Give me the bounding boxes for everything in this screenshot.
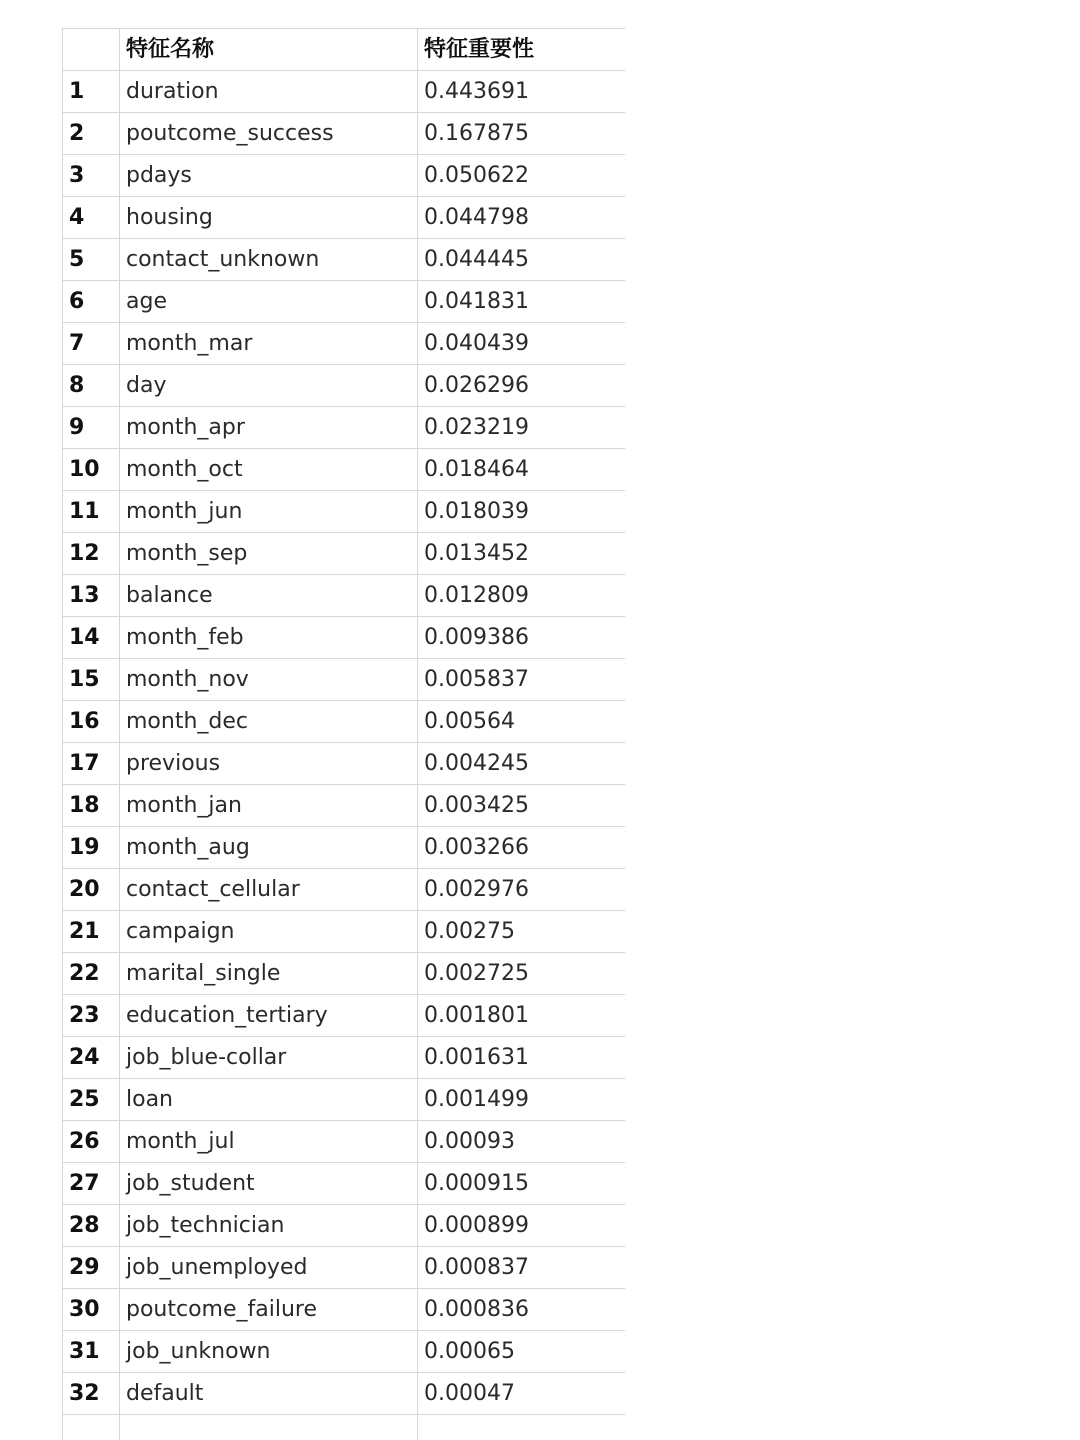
row-index: 23 — [63, 995, 120, 1037]
table-row — [63, 71, 626, 113]
feature-name-cell: contact_unknown — [120, 239, 418, 281]
feature-importance-cell: 0.001801 — [418, 995, 626, 1037]
row-index: 27 — [63, 1163, 120, 1205]
row-index: 17 — [63, 743, 120, 785]
feature-name-cell: month_mar — [120, 323, 418, 365]
table-row — [63, 1373, 626, 1415]
feature-importance-cell: 0.000837 — [418, 1247, 626, 1289]
row-index: 19 — [63, 827, 120, 869]
row-index: 10 — [63, 449, 120, 491]
feature-importance-cell: 0.040439 — [418, 323, 626, 365]
feature-name-cell: age — [120, 281, 418, 323]
feature-name-cell: job_student — [120, 1163, 418, 1205]
row-index: 6 — [63, 281, 120, 323]
table-row — [63, 281, 626, 323]
feature-importance-cell: 0.443691 — [418, 71, 626, 113]
row-index: 15 — [63, 659, 120, 701]
row-index: 21 — [63, 911, 120, 953]
feature-name-cell: month_nov — [120, 659, 418, 701]
feature-name-cell: month_jan — [120, 785, 418, 827]
feature-importance-cell: 0.009386 — [418, 617, 626, 659]
row-index: 24 — [63, 1037, 120, 1079]
feature-name-cell: default — [120, 1373, 418, 1415]
feature-name-cell: housing — [120, 197, 418, 239]
feature-importance-table — [62, 28, 625, 1440]
feature-name-cell: marital_single — [120, 953, 418, 995]
feature-name-cell: job_unemployed — [120, 1247, 418, 1289]
table-row — [63, 1205, 626, 1247]
feature-importance-cell: 0.002725 — [418, 953, 626, 995]
feature-importance-cell: 0.167875 — [418, 113, 626, 155]
row-index: 14 — [63, 617, 120, 659]
feature-name-cell: month_aug — [120, 827, 418, 869]
feature-importance-cell — [418, 1415, 626, 1440]
row-index: 3 — [63, 155, 120, 197]
row-index: 13 — [63, 575, 120, 617]
table-row — [63, 197, 626, 239]
row-index: 7 — [63, 323, 120, 365]
table-row — [63, 1163, 626, 1205]
table-row — [63, 1121, 626, 1163]
feature-importance-cell: 0.044445 — [418, 239, 626, 281]
feature-importance-cell: 0.003266 — [418, 827, 626, 869]
row-index: 11 — [63, 491, 120, 533]
table-row — [63, 1247, 626, 1289]
feature-name-cell: month_dec — [120, 701, 418, 743]
feature-name-cell: job_unknown — [120, 1331, 418, 1373]
table-row — [63, 659, 626, 701]
feature-name-cell — [120, 1415, 418, 1440]
table-row — [63, 491, 626, 533]
feature-name-cell: month_apr — [120, 407, 418, 449]
table-row — [63, 1415, 626, 1440]
table-row — [63, 701, 626, 743]
feature-name-cell: month_feb — [120, 617, 418, 659]
table-row — [63, 1289, 626, 1331]
table-row — [63, 533, 626, 575]
row-index: 29 — [63, 1247, 120, 1289]
row-index: 9 — [63, 407, 120, 449]
feature-importance-cell: 0.041831 — [418, 281, 626, 323]
feature-importance-cell: 0.013452 — [418, 533, 626, 575]
feature-name-cell: campaign — [120, 911, 418, 953]
feature-name-cell: pdays — [120, 155, 418, 197]
table-row — [63, 155, 626, 197]
feature-importance-cell: 0.00564 — [418, 701, 626, 743]
table-row — [63, 407, 626, 449]
row-index: 26 — [63, 1121, 120, 1163]
feature-importance-cell: 0.00047 — [418, 1373, 626, 1415]
table-row — [63, 743, 626, 785]
feature-name-cell: month_oct — [120, 449, 418, 491]
table-row — [63, 827, 626, 869]
table-row — [63, 323, 626, 365]
table-row — [63, 575, 626, 617]
row-index: 30 — [63, 1289, 120, 1331]
row-index: 8 — [63, 365, 120, 407]
row-index: 4 — [63, 197, 120, 239]
row-index: 32 — [63, 1373, 120, 1415]
feature-importance-cell: 0.000899 — [418, 1205, 626, 1247]
feature-name-cell: duration — [120, 71, 418, 113]
table-row — [63, 113, 626, 155]
feature-importance-cell: 0.000915 — [418, 1163, 626, 1205]
table-row — [63, 869, 626, 911]
feature-name-cell: contact_cellular — [120, 869, 418, 911]
table-row — [63, 239, 626, 281]
row-index: 12 — [63, 533, 120, 575]
row-index: 2 — [63, 113, 120, 155]
table-row — [63, 785, 626, 827]
feature-name-cell: job_blue-collar — [120, 1037, 418, 1079]
feature-importance-cell: 0.044798 — [418, 197, 626, 239]
feature-importance-cell: 0.00275 — [418, 911, 626, 953]
feature-importance-cell: 0.001631 — [418, 1037, 626, 1079]
row-index: 5 — [63, 239, 120, 281]
feature-name-cell: poutcome_success — [120, 113, 418, 155]
feature-importance-cell: 0.005837 — [418, 659, 626, 701]
table-header-row — [63, 29, 626, 71]
feature-importance-cell: 0.018039 — [418, 491, 626, 533]
row-index: 1 — [63, 71, 120, 113]
feature-importance-cell: 0.012809 — [418, 575, 626, 617]
feature-importance-cell: 0.000836 — [418, 1289, 626, 1331]
feature-name-cell: month_jun — [120, 491, 418, 533]
feature-name-cell: balance — [120, 575, 418, 617]
table-row — [63, 449, 626, 491]
table-row — [63, 1079, 626, 1121]
table-row — [63, 617, 626, 659]
feature-name-cell: job_technician — [120, 1205, 418, 1247]
feature-name-cell: day — [120, 365, 418, 407]
table-row — [63, 995, 626, 1037]
feature-importance-cell: 0.003425 — [418, 785, 626, 827]
header-feature-importance: 特征重要性 — [418, 29, 626, 71]
row-index: 22 — [63, 953, 120, 995]
feature-importance-cell: 0.00093 — [418, 1121, 626, 1163]
feature-importance-cell: 0.002976 — [418, 869, 626, 911]
feature-importance-cell: 0.050622 — [418, 155, 626, 197]
feature-name-cell: poutcome_failure — [120, 1289, 418, 1331]
table-row — [63, 911, 626, 953]
feature-name-cell: month_sep — [120, 533, 418, 575]
row-index: 18 — [63, 785, 120, 827]
table-row — [63, 365, 626, 407]
feature-importance-table-container — [62, 28, 625, 1440]
row-index — [63, 1415, 120, 1440]
table-row — [63, 953, 626, 995]
row-index: 16 — [63, 701, 120, 743]
feature-importance-cell: 0.00065 — [418, 1331, 626, 1373]
feature-name-cell: previous — [120, 743, 418, 785]
table-body — [63, 71, 626, 1440]
feature-name-cell: education_tertiary — [120, 995, 418, 1037]
header-feature-name: 特征名称 — [120, 29, 418, 71]
row-index: 31 — [63, 1331, 120, 1373]
row-index: 25 — [63, 1079, 120, 1121]
table-row — [63, 1037, 626, 1079]
feature-name-cell: month_jul — [120, 1121, 418, 1163]
feature-importance-cell: 0.004245 — [418, 743, 626, 785]
feature-importance-cell: 0.001499 — [418, 1079, 626, 1121]
feature-importance-cell: 0.023219 — [418, 407, 626, 449]
row-index: 20 — [63, 869, 120, 911]
row-index: 28 — [63, 1205, 120, 1247]
feature-importance-cell: 0.018464 — [418, 449, 626, 491]
header-index — [63, 29, 120, 71]
feature-name-cell: loan — [120, 1079, 418, 1121]
table-row — [63, 1331, 626, 1373]
feature-importance-cell: 0.026296 — [418, 365, 626, 407]
